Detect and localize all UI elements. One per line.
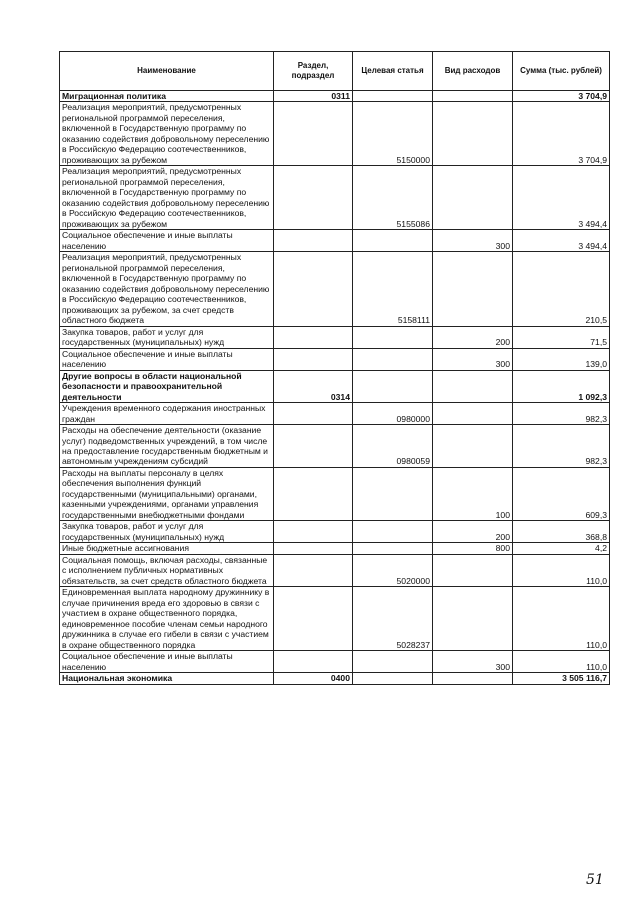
cell-type <box>433 587 513 651</box>
cell-target <box>353 673 433 684</box>
cell-type: 300 <box>433 230 513 252</box>
table-row <box>60 554 610 586</box>
cell-sum: 71,5 <box>513 326 610 348</box>
header-section: Раздел, подраздел <box>274 52 353 91</box>
cell-target: 0980000 <box>353 403 433 425</box>
cell-target <box>353 467 433 520</box>
cell-type <box>433 102 513 166</box>
cell-sum: 3 494,4 <box>513 166 610 230</box>
table-row <box>60 543 610 554</box>
cell-name: Национальная экономика <box>60 673 274 684</box>
cell-name: Закупка товаров, работ и услуг для государственных (муниципальных) нужд <box>60 521 274 543</box>
cell-name: Иные бюджетные ассигнования <box>60 543 274 554</box>
cell-name: Закупка товаров, работ и услуг для государственных (муниципальных) нужд <box>60 326 274 348</box>
cell-target <box>353 370 433 402</box>
cell-sum: 982,3 <box>513 425 610 468</box>
cell-type <box>433 252 513 326</box>
cell-type: 200 <box>433 326 513 348</box>
cell-target: 5158111 <box>353 252 433 326</box>
cell-section <box>274 166 353 230</box>
cell-section <box>274 230 353 252</box>
cell-name: Расходы на выплаты персоналу в целях обеспечения выполнения функций государственными (муниципальными) органами, казенными учреждениями, органами управления государственными внебюджетными фондами <box>60 467 274 520</box>
table-row <box>60 91 610 102</box>
cell-sum: 3 704,9 <box>513 102 610 166</box>
cell-name: Учреждения временного содержания иностранных граждан <box>60 403 274 425</box>
cell-type <box>433 91 513 102</box>
cell-target: 5020000 <box>353 554 433 586</box>
cell-section <box>274 587 353 651</box>
cell-target <box>353 521 433 543</box>
cell-name: Социальное обеспечение и иные выплаты населению <box>60 651 274 673</box>
header-type: Вид расходов <box>433 52 513 91</box>
cell-type <box>433 370 513 402</box>
cell-name: Социальное обеспечение и иные выплаты населению <box>60 348 274 370</box>
cell-name: Реализация мероприятий, предусмотренных региональной программой переселения, включенной в Государственную программу по оказанию содействия добровольному переселению в Российскую Федерацию соотечественников, проживающих за рубежом, за счет средств областного бюджета <box>60 252 274 326</box>
cell-type <box>433 166 513 230</box>
cell-sum: 3 704,9 <box>513 91 610 102</box>
cell-target: 5028237 <box>353 587 433 651</box>
budget-table <box>59 51 610 685</box>
table-row <box>60 166 610 230</box>
cell-target <box>353 91 433 102</box>
cell-section <box>274 425 353 468</box>
cell-sum: 3 494,4 <box>513 230 610 252</box>
table-row <box>60 467 610 520</box>
cell-section: 0311 <box>274 91 353 102</box>
cell-type <box>433 673 513 684</box>
cell-section <box>274 543 353 554</box>
cell-sum: 609,3 <box>513 467 610 520</box>
cell-name: Расходы на обеспечение деятельности (оказание услуг) подведомственных учреждений, в том числе на предоставление государственным бюджетным и автономным учреждениям субсидий <box>60 425 274 468</box>
cell-section <box>274 102 353 166</box>
cell-section <box>274 348 353 370</box>
cell-target: 5150000 <box>353 102 433 166</box>
page-number: 51 <box>586 872 604 888</box>
cell-target: 5155086 <box>353 166 433 230</box>
cell-name: Социальная помощь, включая расходы, связанные с исполнением публичных нормативных обязательств, за счет средств областного бюджета <box>60 554 274 586</box>
table-row <box>60 370 610 402</box>
cell-target <box>353 326 433 348</box>
cell-section <box>274 521 353 543</box>
cell-target <box>353 651 433 673</box>
cell-sum: 368,8 <box>513 521 610 543</box>
cell-sum: 110,0 <box>513 587 610 651</box>
cell-type: 100 <box>433 467 513 520</box>
table-row <box>60 673 610 684</box>
cell-type: 300 <box>433 348 513 370</box>
cell-sum: 3 505 116,7 <box>513 673 610 684</box>
cell-type <box>433 425 513 468</box>
header-name: Наименование <box>60 52 274 91</box>
header-sum: Сумма (тыс. рублей) <box>513 52 610 91</box>
cell-target <box>353 348 433 370</box>
cell-target: 0980059 <box>353 425 433 468</box>
cell-section <box>274 252 353 326</box>
cell-sum: 210,5 <box>513 252 610 326</box>
cell-sum: 4,2 <box>513 543 610 554</box>
cell-sum: 982,3 <box>513 403 610 425</box>
cell-name: Социальное обеспечение и иные выплаты населению <box>60 230 274 252</box>
table-row <box>60 403 610 425</box>
cell-name: Другие вопросы в области национальной безопасности и правоохранительной деятельности <box>60 370 274 402</box>
header-target: Целевая статья <box>353 52 433 91</box>
header-row <box>60 52 610 91</box>
cell-section: 0314 <box>274 370 353 402</box>
cell-target <box>353 543 433 554</box>
cell-section <box>274 651 353 673</box>
cell-type <box>433 403 513 425</box>
table-row <box>60 252 610 326</box>
cell-sum: 139,0 <box>513 348 610 370</box>
table-row <box>60 521 610 543</box>
cell-section <box>274 467 353 520</box>
cell-name: Реализация мероприятий, предусмотренных региональной программой переселения, включенной в Государственную программу по оказанию содействия добровольному переселению в Российскую Федерацию соотечественников, проживающих за рубежом <box>60 166 274 230</box>
cell-section <box>274 403 353 425</box>
cell-sum: 110,0 <box>513 651 610 673</box>
table-row <box>60 587 610 651</box>
cell-name: Реализация мероприятий, предусмотренных региональной программой переселения, включенной в Государственную программу по оказанию содействия добровольному переселению в Российскую Федерацию соотечественников, проживающих за рубежом <box>60 102 274 166</box>
table-row <box>60 102 610 166</box>
cell-type: 800 <box>433 543 513 554</box>
cell-sum: 110,0 <box>513 554 610 586</box>
cell-name: Миграционная политика <box>60 91 274 102</box>
cell-sum: 1 092,3 <box>513 370 610 402</box>
table-row <box>60 326 610 348</box>
cell-type: 300 <box>433 651 513 673</box>
cell-type: 200 <box>433 521 513 543</box>
table-row <box>60 348 610 370</box>
cell-target <box>353 230 433 252</box>
cell-section: 0400 <box>274 673 353 684</box>
cell-type <box>433 554 513 586</box>
cell-section <box>274 554 353 586</box>
cell-name: Единовременная выплата народному дружиннику в случае причинения вреда его здоровью в связи с участием в охране общественного порядка, единовременное пособие членам семьи народного дружинника в случае его гибели в связи с участием в охране общественного порядка <box>60 587 274 651</box>
cell-section <box>274 326 353 348</box>
table-row <box>60 425 610 468</box>
table-row <box>60 230 610 252</box>
table-row <box>60 651 610 673</box>
